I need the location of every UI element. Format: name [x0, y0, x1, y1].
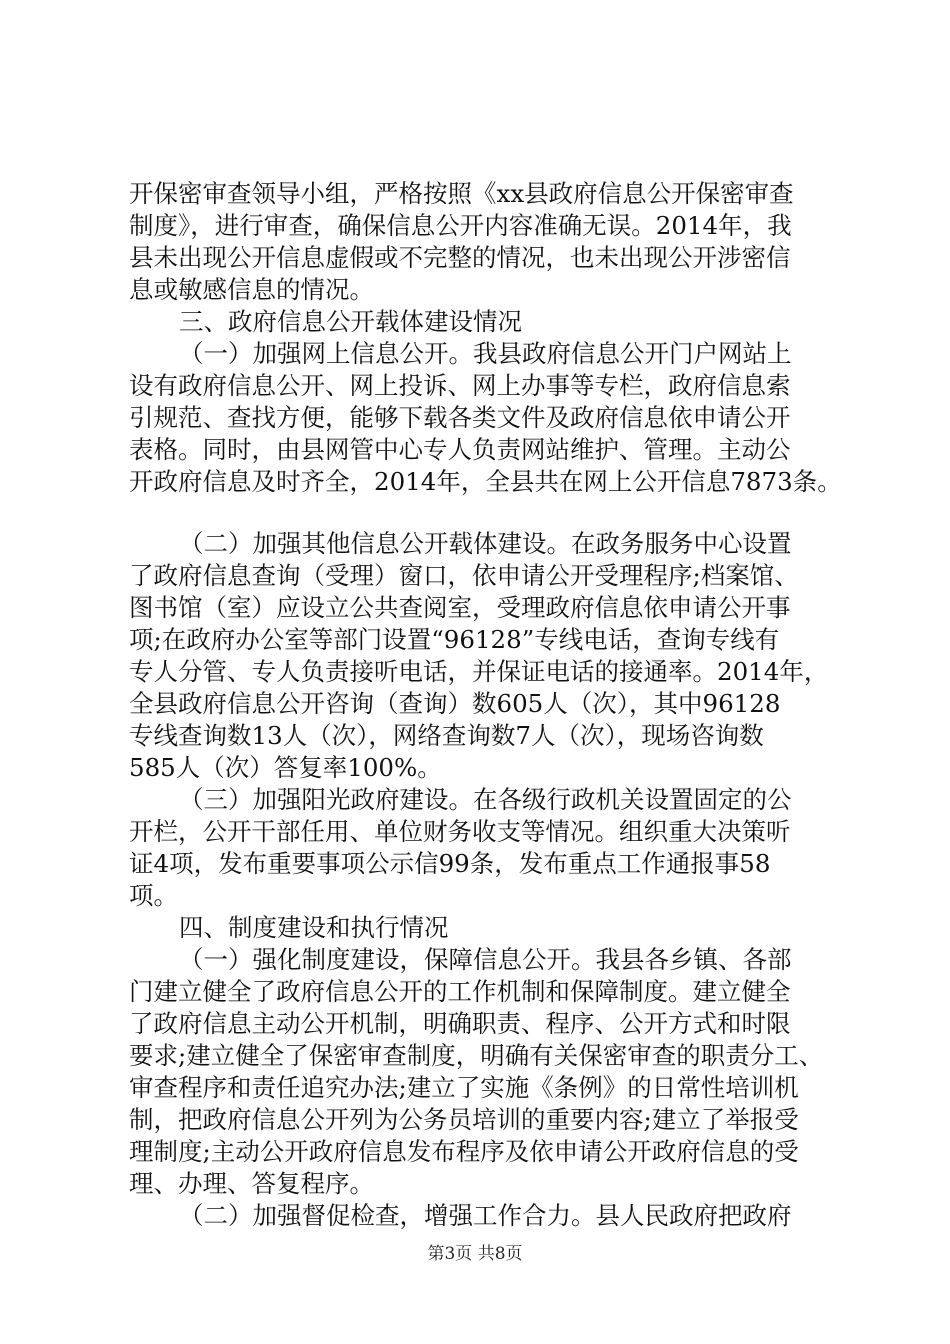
body-line: 项。: [129, 881, 178, 910]
body-line: 证4项，发布重要事项公示信99条，发布重点工作通报事58: [129, 849, 771, 878]
body-line: 息或敏感信息的情况。: [129, 275, 374, 304]
body-line: 制，把政府信息公开列为公务员培训的重要内容;建立了举报受: [129, 1105, 799, 1134]
body-line: 全县政府信息公开咨询（查询）数605人（次），其中96128: [129, 689, 781, 718]
body-line: 了政府信息查询（受理）窗口，依申请公开受理程序;档案馆、: [129, 561, 799, 590]
body-line: 制度》，进行审查，确保信息公开内容准确无误。2014年，我: [129, 211, 792, 240]
body-line: 专人分管、专人负责接听电话，并保证电话的接通率。2014年，: [129, 657, 829, 686]
page-number-footer: 第3页 共8页: [427, 1244, 523, 1264]
paragraph-start-line: （三）加强阳光政府建设。在各级行政机关设置固定的公: [179, 785, 792, 814]
paragraph-start-line: （一）强化制度建设，保障信息公开。我县各乡镇、各部: [179, 945, 792, 974]
body-line: 理、办理、答复程序。: [129, 1169, 374, 1198]
body-line: 设有政府信息公开、网上投诉、网上办事等专栏，政府信息索: [129, 371, 791, 400]
section-heading: 四、制度建设和执行情况: [179, 913, 449, 942]
body-line: 审查程序和责任追究办法;建立了实施《条例》的日常性培训机: [129, 1073, 799, 1102]
body-line: 项;在政府办公室等部门设置“96128”专线电话，查询专线有: [129, 625, 780, 654]
body-line: 585人（次）答复率100%。: [129, 753, 442, 782]
paragraph-start-line: （二）加强督促检查，增强工作合力。县人民政府把政府: [179, 1201, 792, 1230]
document-body: [129, 178, 841, 1232]
paragraph-gap: [129, 498, 841, 528]
body-line: 表格。同时，由县网管中心专人负责网站维护、管理。主动公: [129, 435, 791, 464]
body-line: 引规范、查找方便，能够下载各类文件及政府信息依申请公开: [129, 403, 791, 432]
body-line: 门建立健全了政府信息公开的工作机制和保障制度。建立健全: [129, 977, 791, 1006]
body-line: 开保密审查领导小组，严格按照《xx县政府信息公开保密审查: [129, 179, 794, 208]
body-line: 理制度;主动公开政府信息发布程序及依申请公开政府信息的受: [129, 1137, 799, 1166]
body-line: 开政府信息及时齐全，2014年，全县共在网上公开信息7873条。: [129, 467, 842, 496]
section-heading: 三、政府信息公开载体建设情况: [179, 307, 522, 336]
body-line: 了政府信息主动公开机制，明确职责、程序、公开方式和时限: [129, 1009, 791, 1038]
body-line: 县未出现公开信息虚假或不完整的情况，也未出现公开涉密信: [129, 243, 791, 272]
paragraph-start-line: （一）加强网上信息公开。我县政府信息公开门户网站上: [179, 339, 792, 368]
paragraph-start-line: （二）加强其他信息公开载体建设。在政务服务中心设置: [179, 529, 792, 558]
body-line: 图书馆（室）应设立公共查阅室，受理政府信息依申请公开事: [129, 593, 791, 622]
body-line: 开栏，公开干部任用、单位财务收支等情况。组织重大决策听: [129, 817, 791, 846]
body-line: 专线查询数13人（次），网络查询数7人（次），现场咨询数: [129, 721, 764, 750]
body-line: 要求;建立健全了保密审查制度，明确有关保密审查的职责分工、: [129, 1041, 824, 1070]
